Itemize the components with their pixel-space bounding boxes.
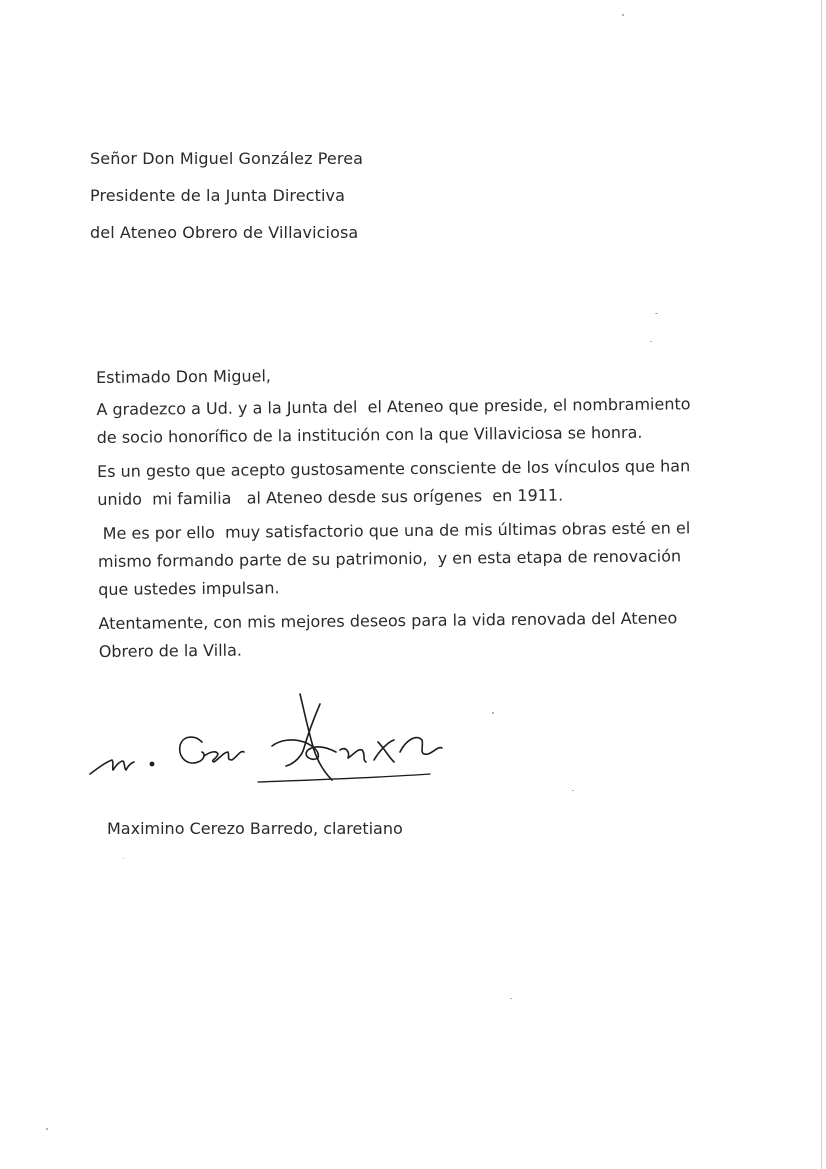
addressee-institution: del Ateneo Obrero de Villaviciosa	[90, 223, 359, 242]
paragraph-acceptance: Es un gesto que acepto gustosamente consciente de los vínculos que han unido mi familia al Ateneo desde sus orígenes en 1911.	[96, 456, 691, 509]
scan-speck	[46, 1128, 48, 1130]
greeting: Estimado Don Miguel,	[96, 366, 272, 387]
scan-speck	[510, 998, 512, 999]
scan-speck	[655, 313, 658, 314]
signer-name: Maximino Cerezo Barredo, claretiano	[107, 819, 403, 838]
scan-speck	[572, 790, 574, 791]
paragraph-satisfaction: Me es por ello muy satisfactorio que una de mis últimas obras esté en el mismo formando parte de su patrimonio, y en esta etapa de renovación que ustedes impulsan.	[97, 518, 691, 599]
addressee-name: Señor Don Miguel González Perea	[90, 149, 364, 168]
scan-edge	[821, 0, 822, 1169]
scan-speck	[622, 14, 624, 16]
addressee-block	[90, 140, 363, 251]
scan-speck	[650, 341, 652, 342]
paragraph-gratitude: A gradezco a Ud. y a la Junta del el Ateneo que preside, el nombramiento de socio honorífico de la institución con la que Villaviciosa se honra.	[96, 394, 691, 447]
scan-speck	[123, 858, 124, 859]
closing: Atentamente, con mis mejores deseos para la vida renovada del Ateneo Obrero de la Villa.	[98, 608, 678, 661]
addressee-title: Presidente de la Junta Directiva	[90, 186, 345, 205]
letter-body	[96, 358, 699, 672]
handwritten-signature	[82, 690, 462, 800]
scan-speck	[492, 712, 494, 714]
